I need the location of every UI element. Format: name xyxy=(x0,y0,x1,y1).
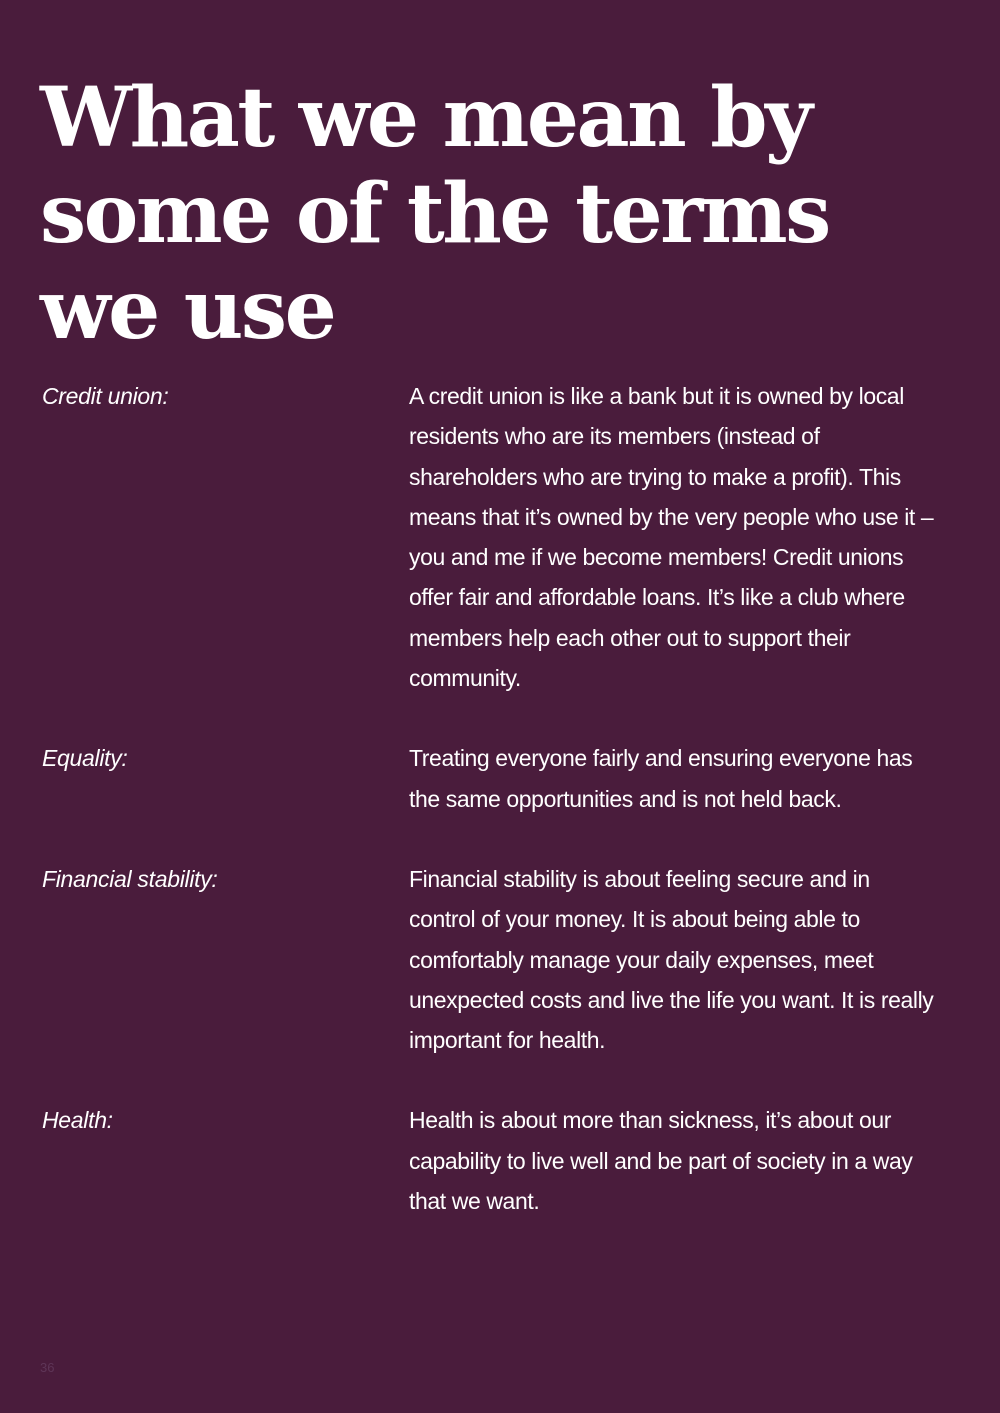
page-title: What we mean by some of the terms we use xyxy=(40,70,829,358)
glossary-list xyxy=(42,376,942,1221)
glossary-entry-equality xyxy=(42,738,942,819)
page-number: 36 xyxy=(40,1360,55,1375)
glossary-definition: Financial stability is about feeling secure and in control of your money. It is about being able to comfortably manage your daily expenses, meet unexpected costs and live the life you want. It is really important for health. xyxy=(409,865,934,1054)
glossary-definition: Treating everyone fairly and ensuring everyone has the same opportunities and is not held back. xyxy=(409,745,913,812)
glossary-entry-health xyxy=(42,1100,942,1221)
glossary-term: Credit union: xyxy=(42,383,169,409)
glossary-entry-credit-union xyxy=(42,376,942,698)
glossary-term: Equality: xyxy=(42,745,128,772)
glossary-term: Health: xyxy=(42,1107,113,1134)
glossary-definition: Health is about more than sickness, it’s about our capability to live well and be part of society in a way that we want. xyxy=(409,1107,913,1215)
glossary-entry-financial-stability xyxy=(42,859,942,1060)
glossary-term: Financial stability: xyxy=(42,865,218,892)
glossary-definition: A credit union is like a bank but it is owned by local residents who are its members (instead of shareholders who are trying to make a profit). This means that it’s owned by the very people who use it – you and me if we become members! Credit unions offer fair and affordable loans. It’s like a club where members help each other out to support their community. xyxy=(409,383,934,692)
